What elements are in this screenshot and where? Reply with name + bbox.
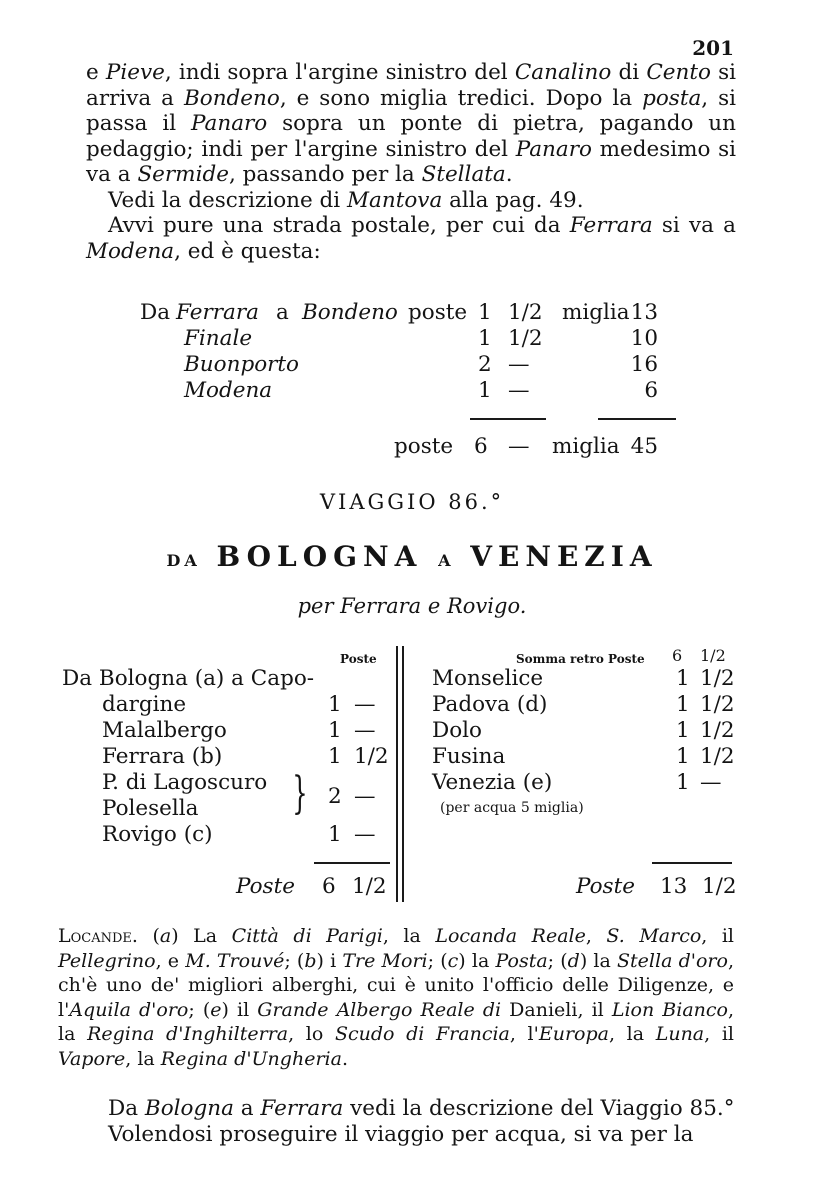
text-run: ) i [316, 949, 343, 972]
route-right-int: 1 [676, 718, 690, 743]
route-right-int: 1 [676, 692, 690, 717]
left-column-header: Poste [340, 652, 377, 666]
route-left-place: Ferrara (b) [102, 744, 223, 769]
left-total-int: 6 [322, 874, 336, 899]
modena-poste-frac: — [508, 378, 530, 403]
modena-total-miglia-label: miglia [552, 434, 620, 459]
modena-poste-int: 1 [478, 326, 492, 351]
brace-value [328, 784, 388, 810]
route-left-frac: — [354, 718, 376, 743]
route-left-place: P. di Lagoscuro [102, 770, 268, 795]
intro-paragraph-3 [86, 213, 736, 264]
intro-paragraph-1 [86, 60, 736, 188]
modena-da: Da [140, 300, 171, 325]
text-run: sopra un ponte di pietra, pagando un pedaggio; indi per l'argine sinistro del [86, 111, 736, 162]
modena-place: Buonporto [184, 352, 300, 377]
modena-total-poste-label: poste [394, 434, 454, 459]
text-run: Sermide [137, 162, 229, 187]
modena-place: Modena [184, 378, 273, 403]
route-right-row [432, 692, 735, 718]
route-a: A [438, 551, 455, 570]
route-left-place: Da Bologna (a) a Capo- [62, 666, 315, 691]
text-run: , la [125, 1047, 161, 1070]
route-to: VENEZIA [470, 540, 658, 573]
text-run: ; ( [188, 998, 211, 1021]
route-right-row [432, 770, 732, 796]
text-run: a [159, 925, 172, 947]
right-sum-rule [652, 862, 732, 864]
route-left-row [102, 822, 392, 848]
text-run: Scudo di Francia [334, 1023, 510, 1045]
modena-from: Ferrara [176, 300, 259, 325]
hotels-note [58, 924, 734, 1071]
modena-row-4 [0, 378, 824, 404]
right-total-int: 13 [660, 874, 688, 899]
text-run: b [304, 949, 317, 972]
route-left-int: 1 [328, 822, 342, 847]
text-run: Vapore [58, 1047, 126, 1070]
text-run: Aquila d'oro [69, 998, 189, 1021]
text-run: Bologna [144, 1096, 234, 1121]
route-da: DA [166, 551, 201, 570]
text-run: Bondeno [183, 85, 280, 111]
text-run: S. Marco [606, 925, 702, 947]
brace-icon: } [292, 768, 308, 819]
text-run: Cento [646, 60, 711, 85]
brace-frac: — [354, 784, 376, 809]
text-run: posta [642, 85, 702, 111]
route-left-total [236, 874, 396, 900]
modena-miglia: 16 [630, 352, 658, 377]
modena-total-poste-int: 6 [474, 434, 488, 459]
left-total-frac: 1/2 [352, 874, 387, 899]
text-run: , e sono miglia tredici. Dopo la [279, 85, 643, 111]
route-left-place: Polesella [102, 796, 199, 821]
route-right-place: Fusina [432, 744, 506, 769]
text-run: Pieve [105, 60, 165, 85]
route-left-int: 1 [328, 692, 342, 717]
text-run: ) la [579, 949, 618, 972]
text-run: , la [58, 998, 735, 1045]
text-run: Mantova [347, 187, 443, 213]
route-right-frac: 1/2 [700, 718, 735, 743]
text-run: Panaro [191, 111, 268, 136]
modena-total-row [0, 434, 824, 460]
intro-paragraph-2 [86, 188, 736, 214]
route-right-frac: 1/2 [700, 666, 735, 691]
modena-miglia: 10 [630, 326, 658, 351]
modena-row-3 [0, 352, 824, 378]
text-run: Stellata [421, 162, 506, 187]
route-right-place: Venezia (e) [432, 770, 553, 795]
route-right-row [432, 666, 735, 692]
outro-paragraph-2 [86, 1122, 736, 1148]
text-run: Da [108, 1096, 145, 1121]
text-run: Volendosi proseguire il viaggio per acqua, si va per la [108, 1121, 694, 1147]
text-run: Stella d'oro [617, 949, 728, 972]
outro-text [86, 1096, 736, 1147]
route-left-int: 1 [328, 718, 342, 743]
modena-place: Finale [184, 326, 253, 351]
route-right-place: Padova (d) [432, 692, 548, 717]
route-title [0, 540, 824, 573]
route-right-frac: 1/2 [700, 744, 735, 769]
text-run: ) il [221, 998, 258, 1021]
text-run: Città di Parigi [231, 925, 383, 947]
modena-poste-frac: 1/2 [508, 326, 543, 351]
text-run: Vedi la descrizione di [108, 187, 348, 213]
route-left-row [62, 666, 314, 692]
route-right-place: Dolo [432, 718, 483, 743]
text-run: Regina d'Inghilterra [87, 1023, 289, 1045]
route-right-frac: 1/2 [700, 692, 735, 717]
venezia-water-note: (per acqua 5 miglia) [440, 800, 584, 816]
text-run: , la [382, 925, 436, 947]
text-run: ; ( [427, 949, 448, 972]
modena-a: a [276, 300, 289, 325]
route-subtitle: per Ferrara e Rovigo. [297, 594, 527, 618]
route-left-place: Rovigo (c) [102, 822, 213, 847]
text-run: Europa [538, 1023, 609, 1045]
modena-sum-rule [470, 418, 546, 420]
right-total-label: Poste [576, 874, 635, 899]
right-total-frac: 1/2 [702, 874, 737, 899]
text-run: c [447, 949, 459, 972]
text-run: ) la [458, 949, 496, 972]
text-run: d [567, 949, 580, 972]
text-run: Ferrara [260, 1096, 344, 1121]
modena-total-miglia: 45 [630, 434, 658, 459]
text-run: , ch'è uno de' migliori alberghi, cui è unito l'officio delle Diligenze, e l' [58, 949, 734, 1021]
text-run: Canalino [514, 60, 612, 85]
text-run: Modena [86, 238, 175, 264]
text-run: , il [704, 1023, 734, 1045]
text-run: . [505, 162, 513, 187]
modena-poste-frac: 1/2 [508, 300, 543, 325]
route-right-frac: — [700, 770, 722, 795]
text-run: , [585, 925, 607, 947]
modena-poste-label: poste [408, 300, 468, 325]
text-run: , si passa il [86, 85, 736, 136]
outro-paragraph-1 [86, 1096, 736, 1122]
modena-sum-rule [598, 418, 676, 420]
text-run: ( [137, 925, 160, 947]
text-run: Regina d'Ungheria [160, 1047, 342, 1070]
route-left-place: Malalbergo [102, 718, 227, 743]
text-run: Pellegrino [58, 949, 156, 972]
route-left-row [102, 692, 392, 718]
text-run: e [86, 60, 106, 85]
route-left-row [102, 796, 198, 822]
route-left-frac: 1/2 [354, 744, 389, 769]
modena-miglia-label: miglia [562, 300, 630, 325]
route-from: BOLOGNA [216, 540, 423, 573]
text-run: Lion Bianco [611, 998, 728, 1021]
route-left-frac: — [354, 822, 376, 847]
text-run: medesimo si va a [86, 136, 736, 187]
route-right-int: 1 [676, 744, 690, 769]
intro-text [86, 60, 736, 264]
column-divider [402, 646, 404, 902]
text-run: Locande. [58, 925, 138, 947]
text-run: , passando per la [228, 162, 422, 187]
route-left-row [102, 744, 392, 770]
modena-row-1 [0, 300, 824, 326]
text-run: , l' [509, 1023, 539, 1045]
text-run: , il [701, 925, 735, 947]
route-left-row [102, 718, 392, 744]
text-run: , ed è questa: [174, 238, 321, 264]
right-column-header: Somma retro Poste [516, 652, 645, 666]
text-run: Locanda Reale [435, 925, 586, 947]
modena-poste-frac: — [508, 352, 530, 377]
route-right-total [576, 874, 736, 900]
route-right-row [432, 718, 735, 744]
text-run: a [233, 1096, 261, 1121]
modena-to: Bondeno [302, 300, 398, 325]
text-run: si arriva a [86, 60, 736, 111]
right-header-frac: 1/2 [700, 646, 726, 665]
route-right-int: 1 [676, 770, 690, 795]
text-run: Danieli, il [501, 998, 612, 1021]
modena-poste-int: 1 [478, 300, 492, 325]
text-run: alla pag. 49. [442, 187, 584, 213]
text-run: vedi la descrizione del Viaggio 85.° [343, 1096, 735, 1121]
right-header-int: 6 [672, 646, 683, 665]
route-left-frac: — [354, 692, 376, 717]
page-number: 201 [692, 36, 734, 60]
text-run: Panaro [515, 136, 592, 162]
text-run: si va a [652, 213, 736, 238]
text-run: di [611, 60, 647, 85]
column-divider [396, 646, 398, 902]
text-run: M. Trouvé [185, 949, 285, 972]
modena-miglia: 13 [630, 300, 658, 325]
modena-poste-int: 1 [478, 378, 492, 403]
modena-total-poste-frac: — [508, 434, 530, 459]
modena-poste-int: 2 [478, 352, 492, 377]
brace-int: 2 [328, 784, 342, 809]
text-run: , la [608, 1023, 656, 1045]
text-run: . [341, 1047, 348, 1070]
text-run: Avvi pure una strada postale, per cui da [108, 213, 570, 238]
text-run: Tre Mori [342, 949, 428, 972]
left-sum-rule [314, 862, 390, 864]
text-run: , lo [288, 1023, 335, 1045]
text-run: e [210, 998, 222, 1021]
modena-row-2 [0, 326, 824, 352]
text-run: Posta [495, 949, 548, 972]
route-right-row [432, 744, 735, 770]
route-left-place: dargine [102, 692, 187, 717]
text-run: ; ( [284, 949, 305, 972]
route-right-int: 1 [676, 666, 690, 691]
text-run: Grande Albergo Reale di [257, 998, 502, 1021]
left-total-label: Poste [236, 874, 295, 899]
text-run: ) La [171, 925, 232, 947]
journey-number: VIAGGIO 86.° [319, 490, 505, 514]
route-left-row [102, 770, 267, 796]
text-run: Ferrara [569, 213, 653, 238]
text-run: Luna [655, 1023, 705, 1045]
text-run: ; ( [547, 949, 568, 972]
route-left-int: 1 [328, 744, 342, 769]
route-right-place: Monselice [432, 666, 544, 691]
text-run: , indi sopra l'argine sinistro del [164, 60, 515, 85]
text-run: , e [155, 949, 186, 972]
modena-miglia: 6 [644, 378, 658, 403]
